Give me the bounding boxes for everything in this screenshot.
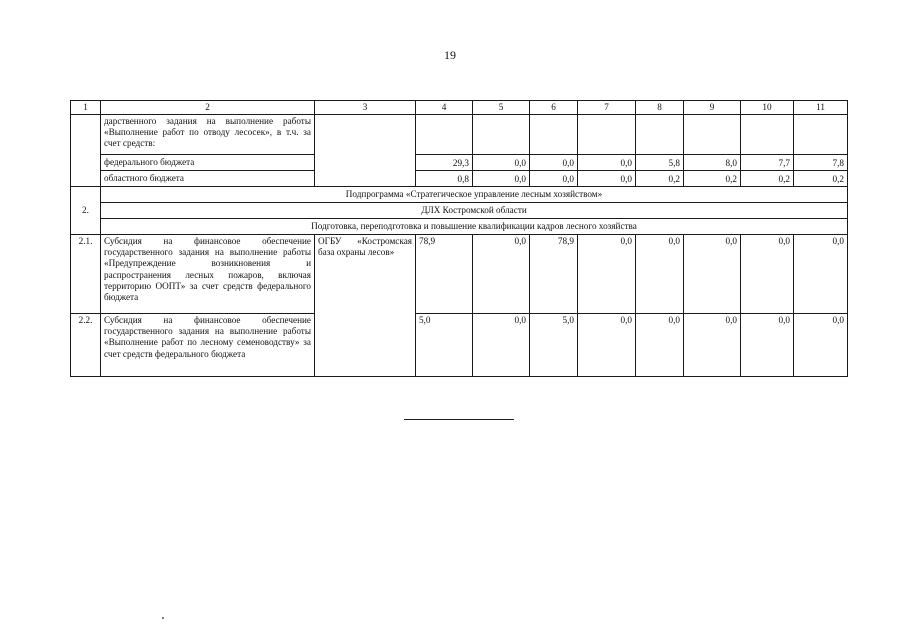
table-cell: 0,0 — [794, 235, 848, 314]
table-cell: 0,2 — [741, 171, 794, 187]
table-cell — [530, 115, 578, 155]
section-subtitle-row — [71, 219, 848, 235]
table-cell: 0,0 — [530, 171, 578, 187]
column-header: 9 — [684, 101, 741, 115]
table-cell — [684, 115, 741, 155]
table-row — [71, 235, 848, 314]
row-description: федерального бюджета — [101, 155, 315, 171]
table-cell: 0,0 — [473, 155, 530, 171]
table-cell: 5,0 — [416, 314, 473, 377]
table-cell — [741, 115, 794, 155]
column-header: 7 — [578, 101, 636, 115]
column-header: 8 — [636, 101, 684, 115]
table-cell — [794, 115, 848, 155]
table-row — [71, 155, 848, 171]
table-cell: 0,2 — [684, 171, 741, 187]
row-description: дарственного задания на выполнение работы «Выполнение работ по отводу лесосек», в т.ч. за счет средств: — [101, 115, 315, 155]
column-number-row — [71, 101, 848, 115]
table-cell: 0,8 — [416, 171, 473, 187]
table-cell: 29,3 — [416, 155, 473, 171]
scan-mark — [162, 617, 164, 619]
row-index: 2.1. — [71, 235, 101, 314]
column-header: 6 — [530, 101, 578, 115]
table-cell — [636, 115, 684, 155]
table-cell: 0,2 — [794, 171, 848, 187]
table-row — [71, 115, 848, 155]
table-row — [71, 314, 848, 377]
column-header: 11 — [794, 101, 848, 115]
table-cell: 5,8 — [636, 155, 684, 171]
column-header: 3 — [315, 101, 416, 115]
row-description: Субсидия на финансовое обеспечение государственного задания на выполнение работы «Предупреждение возникновения и распространения лесных пожаров, включая территорию ООПТ» за счет средств федерального бюджета — [101, 235, 315, 314]
table-cell: 0,2 — [636, 171, 684, 187]
table-cell: 0,0 — [578, 155, 636, 171]
section-title-row — [71, 187, 848, 203]
table-row — [71, 171, 848, 187]
column-header: 10 — [741, 101, 794, 115]
table-cell: 7,7 — [741, 155, 794, 171]
page-number: 19 — [444, 48, 456, 62]
section-title: Подпрограмма «Стратегическое управление лесным хозяйством» — [101, 187, 848, 203]
section-subtitle: Подготовка, переподготовка и повышение квалификации кадров лесного хозяйства — [101, 219, 848, 235]
table-cell: 0,0 — [636, 235, 684, 314]
row-description: областного бюджета — [101, 171, 315, 187]
column-header: 4 — [416, 101, 473, 115]
table-cell — [416, 115, 473, 155]
table-cell: 0,0 — [578, 314, 636, 377]
table-cell — [578, 115, 636, 155]
table-cell: 0,0 — [473, 171, 530, 187]
row-index: 2.2. — [71, 314, 101, 377]
column-header: 5 — [473, 101, 530, 115]
section-agency: ДЛХ Костромской области — [101, 203, 848, 219]
row-description: Субсидия на финансовое обеспечение государственного задания на выполнение работы «Выполнение работ по лесному семеноводству» за счет средств федерального бюджета — [101, 314, 315, 377]
table-cell: 0,0 — [684, 314, 741, 377]
budget-table — [70, 100, 848, 377]
table-cell: 0,0 — [636, 314, 684, 377]
table-cell: 78,9 — [416, 235, 473, 314]
table-cell: 8,0 — [684, 155, 741, 171]
table-cell: 0,0 — [741, 235, 794, 314]
table-cell: 0,0 — [473, 235, 530, 314]
table-cell: 0,0 — [578, 235, 636, 314]
table-cell: 78,9 — [530, 235, 578, 314]
table-cell: 0,0 — [794, 314, 848, 377]
table-cell: 0,0 — [684, 235, 741, 314]
table-cell: 0,0 — [473, 314, 530, 377]
footer-rule — [404, 419, 514, 420]
table-cell: 0,0 — [741, 314, 794, 377]
row-index — [71, 115, 101, 187]
row-executor: ОГБУ «Костромская база охраны лесов» — [315, 235, 416, 377]
column-header: 2 — [101, 101, 315, 115]
column-header: 1 — [71, 101, 101, 115]
table-cell: 0,0 — [578, 171, 636, 187]
section-index: 2. — [71, 187, 101, 235]
section-agency-row — [71, 203, 848, 219]
table-cell: 7,8 — [794, 155, 848, 171]
table-cell — [473, 115, 530, 155]
table-cell: 0,0 — [530, 155, 578, 171]
row-executor — [315, 115, 416, 187]
table-cell: 5,0 — [530, 314, 578, 377]
